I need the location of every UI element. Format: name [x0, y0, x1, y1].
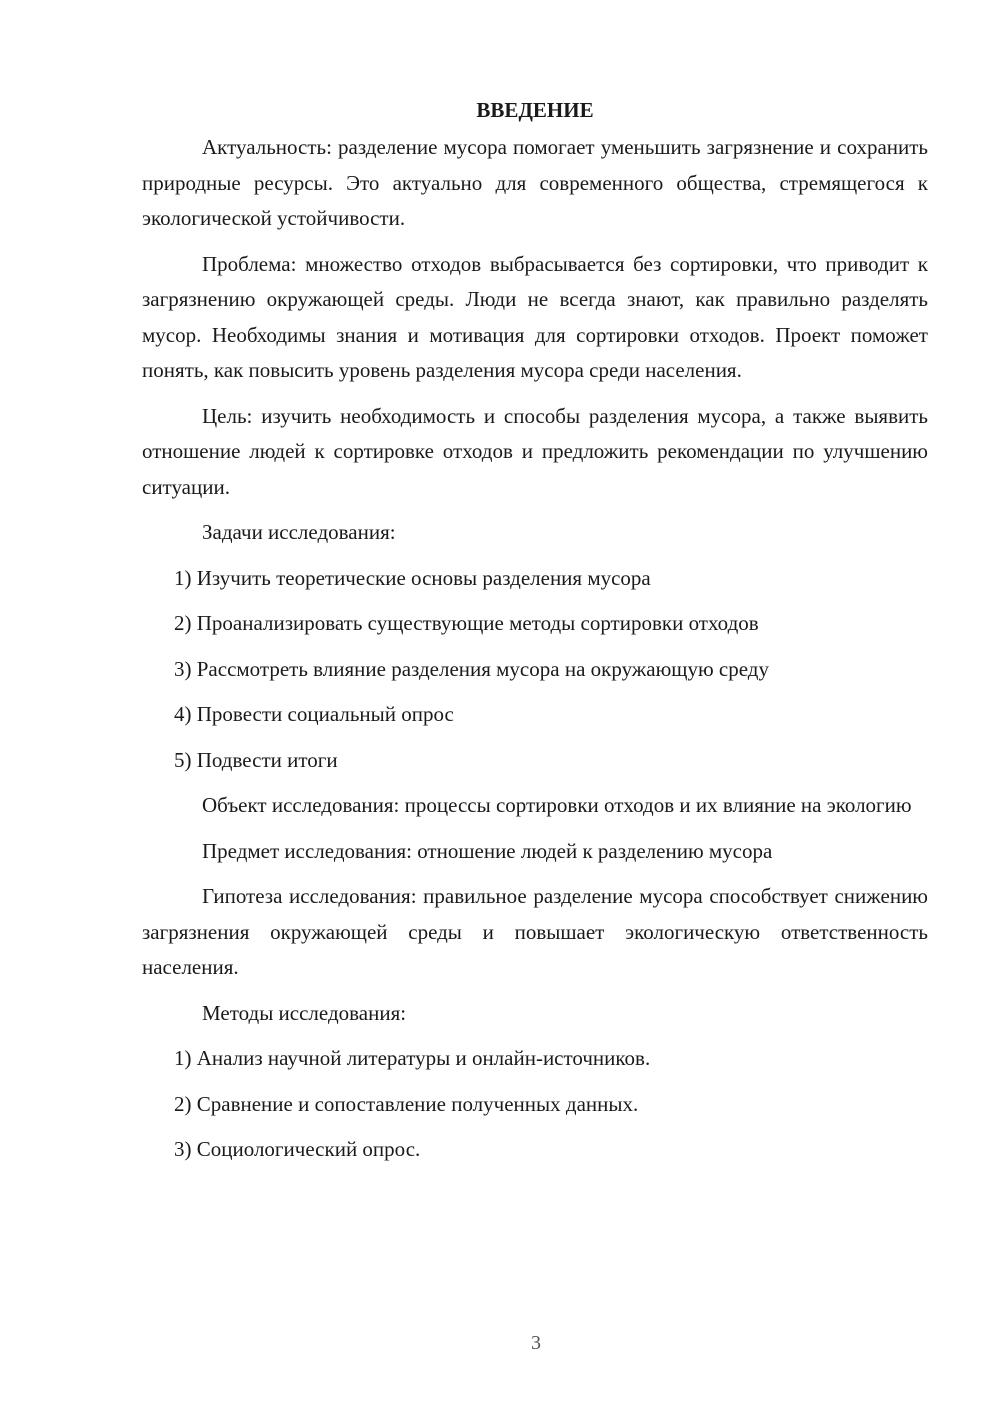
method-item-3: 3) Социологический опрос. — [174, 1137, 421, 1161]
task-item-3: 3) Рассмотреть влияние разделения мусора на окружающую среду — [174, 656, 769, 681]
method-item-1: 1) Анализ научной литературы и онлайн-источников. — [174, 1046, 651, 1070]
goal-paragraph: Цель: изучить необходимость и способы разделения мусора, а также выявить отношение людей к сортировке отходов и предложить рекомендации по улучшению ситуации. — [142, 403, 928, 499]
page-number: 3 — [531, 1332, 541, 1354]
task-item-1: 1) Изучить теоретические основы разделения мусора — [174, 565, 651, 590]
hypothesis-paragraph: Гипотеза исследования: правильное разделение мусора способствует снижению загрязнения окружающей среды и повышает экологическую ответственность населения. — [142, 884, 928, 979]
page-heading: ВВЕДЕНИЕ — [476, 98, 594, 122]
task-item-4: 4) Провести социальный опрос — [174, 702, 454, 726]
subject-paragraph: Предмет исследования: отношение людей к разделению мусора — [202, 838, 773, 863]
problem-paragraph: Проблема: множество отходов выбрасывается без сортировки, что приводит к загрязнению окружающей среды. Люди не всегда знают, как правильно разделять мусор. Необходимы знания и мотивация для сортировки отходов. Проект поможет понять, как повысить уровень разделения мусора среди населения. — [142, 251, 928, 382]
task-item-2: 2) Проанализировать существующие методы сортировки отходов — [174, 611, 759, 635]
object-paragraph: Объект исследования: процессы сортировки отходов и их влияние на экологию — [202, 793, 912, 817]
document-page — [142, 92, 928, 1178]
tasks-label: Задачи исследования: — [202, 520, 396, 544]
method-item-2: 2) Сравнение и сопоставление полученных данных. — [174, 1091, 639, 1116]
relevance-paragraph: Актуальность: разделение мусора помогает уменьшить загрязнение и сохранить природные ресурсы. Это актуально для современного общества, стремящегося к экологической устойчивости. — [142, 135, 928, 230]
methods-label: Методы исследования: — [202, 1000, 407, 1025]
task-item-5: 5) Подвести итоги — [174, 747, 338, 772]
